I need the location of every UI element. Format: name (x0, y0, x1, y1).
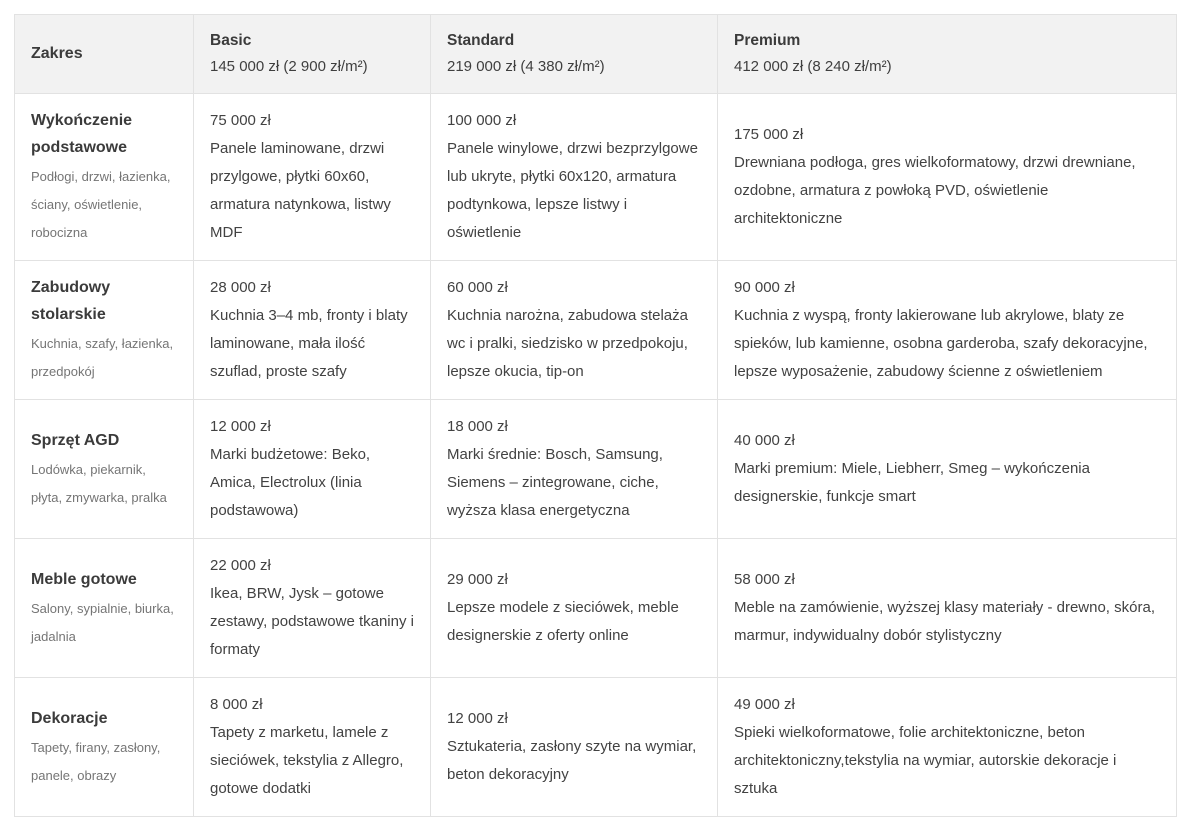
cell-price: 75 000 zł (210, 112, 271, 129)
category-subtitle: Podłogi, drzwi, łazienka, ściany, oświetlenie, robocizna (31, 169, 171, 240)
cell-description: Kuchnia narożna, zabudowa stelaża wc i pralki, siedzisko w przedpokoju, lepsze okucia, tip-on (447, 307, 688, 380)
cell-description: Lepsze modele z sieciówek, meble designerskie z oferty online (447, 599, 679, 644)
table-body (15, 94, 1177, 817)
cell-price: 28 000 zł (210, 279, 271, 296)
tier-price-premium: 412 000 zł (8 240 zł/m²) (734, 58, 892, 75)
table-row (15, 94, 1177, 261)
column-header-basic (194, 15, 431, 94)
zakres-label: Zakres (31, 45, 83, 62)
basic-cell (194, 94, 431, 261)
cell-price: 18 000 zł (447, 418, 508, 435)
column-header-zakres (15, 15, 194, 94)
premium-cell (718, 261, 1177, 400)
header-row (15, 15, 1177, 94)
cell-price: 12 000 zł (447, 710, 508, 727)
column-header-premium (718, 15, 1177, 94)
cell-description: Panele laminowane, drzwi przylgowe, płytki 60x60, armatura natynkowa, listwy MDF (210, 140, 391, 241)
category-cell (15, 678, 194, 817)
cell-price: 29 000 zł (447, 571, 508, 588)
cell-description: Drewniana podłoga, gres wielkoformatowy, drzwi drewniane, ozdobne, armatura z powłoką PVD, oświetlenie architektoniczne (734, 154, 1136, 227)
standard-cell (431, 400, 718, 539)
cell-price: 175 000 zł (734, 126, 804, 143)
table-header (15, 15, 1177, 94)
cell-price: 58 000 zł (734, 571, 795, 588)
table-row (15, 539, 1177, 678)
basic-cell (194, 261, 431, 400)
category-title: Meble gotowe (31, 570, 137, 588)
cell-description: Panele winylowe, drzwi bezprzylgowe lub ukryte, płytki 60x120, armatura podtynkowa, lepsze listwy i oświetlenie (447, 140, 698, 241)
premium-cell (718, 400, 1177, 539)
basic-cell (194, 400, 431, 539)
cell-price: 49 000 zł (734, 696, 795, 713)
category-title: Sprzęt AGD (31, 431, 120, 449)
standard-cell (431, 94, 718, 261)
cell-description: Kuchnia z wyspą, fronty lakierowane lub akrylowe, blaty ze spieków, lub kamienne, osobna garderoba, szafy dekoracyjne, lepsze wyposażenie, zabudowy ścienne z oświetleniem (734, 307, 1148, 380)
basic-cell (194, 678, 431, 817)
cell-description: Kuchnia 3–4 mb, fronty i blaty laminowane, mała ilość szuflad, proste szafy (210, 307, 408, 380)
premium-cell (718, 94, 1177, 261)
cell-description: Sztukateria, zasłony szyte na wymiar, beton dekoracyjny (447, 738, 697, 783)
category-cell (15, 94, 194, 261)
cell-price: 40 000 zł (734, 432, 795, 449)
cell-description: Spieki wielkoformatowe, folie architektoniczne, beton architektoniczny,tekstylia na wymiar, autorskie dekoracje i sztuka (734, 724, 1117, 797)
category-title: Wykończenie podstawowe (31, 112, 133, 156)
category-cell (15, 400, 194, 539)
category-cell (15, 539, 194, 678)
cell-price: 60 000 zł (447, 279, 508, 296)
category-subtitle: Lodówka, piekarnik, płyta, zmywarka, pralka (31, 461, 167, 505)
tier-name-basic: Basic (210, 32, 252, 49)
pricing-table-container (14, 14, 1176, 817)
cell-description: Marki średnie: Bosch, Samsung, Siemens – zintegrowane, ciche, wyższa klasa energetyczna (447, 446, 663, 519)
standard-cell (431, 678, 718, 817)
category-title: Dekoracje (31, 709, 108, 727)
premium-cell (718, 678, 1177, 817)
category-subtitle: Tapety, firany, zasłony, panele, obrazy (31, 739, 161, 783)
cell-price: 8 000 zł (210, 696, 263, 713)
category-cell (15, 261, 194, 400)
table-row (15, 400, 1177, 539)
category-subtitle: Salony, sypialnie, biurka, jadalnia (31, 600, 174, 644)
table-row (15, 261, 1177, 400)
tier-price-basic: 145 000 zł (2 900 zł/m²) (210, 58, 368, 75)
category-subtitle: Kuchnia, szafy, łazienka, przedpokój (31, 336, 174, 379)
standard-cell (431, 261, 718, 400)
premium-cell (718, 539, 1177, 678)
category-title: Zabudowy stolarskie (31, 279, 111, 323)
cell-price: 12 000 zł (210, 418, 271, 435)
cell-price: 22 000 zł (210, 557, 271, 574)
cell-description: Meble na zamówienie, wyższej klasy materiały - drewno, skóra, marmur, indywidualny dobór stylistyczny (734, 599, 1155, 644)
tier-name-premium: Premium (734, 32, 801, 49)
cell-description: Marki budżetowe: Beko, Amica, Electrolux (linia podstawowa) (210, 446, 371, 519)
cell-price: 90 000 zł (734, 279, 795, 296)
tier-name-standard: Standard (447, 32, 515, 49)
cell-description: Marki premium: Miele, Liebherr, Smeg – wykończenia designerskie, funkcje smart (734, 460, 1090, 505)
table-row (15, 678, 1177, 817)
cell-price: 100 000 zł (447, 112, 517, 129)
column-header-standard (431, 15, 718, 94)
cell-description: Tapety z marketu, lamele z sieciówek, tekstylia z Allegro, gotowe dodatki (210, 724, 404, 797)
pricing-table (14, 14, 1177, 817)
basic-cell (194, 539, 431, 678)
standard-cell (431, 539, 718, 678)
tier-price-standard: 219 000 zł (4 380 zł/m²) (447, 58, 605, 75)
cell-description: Ikea, BRW, Jysk – gotowe zestawy, podstawowe tkaniny i formaty (210, 585, 414, 658)
